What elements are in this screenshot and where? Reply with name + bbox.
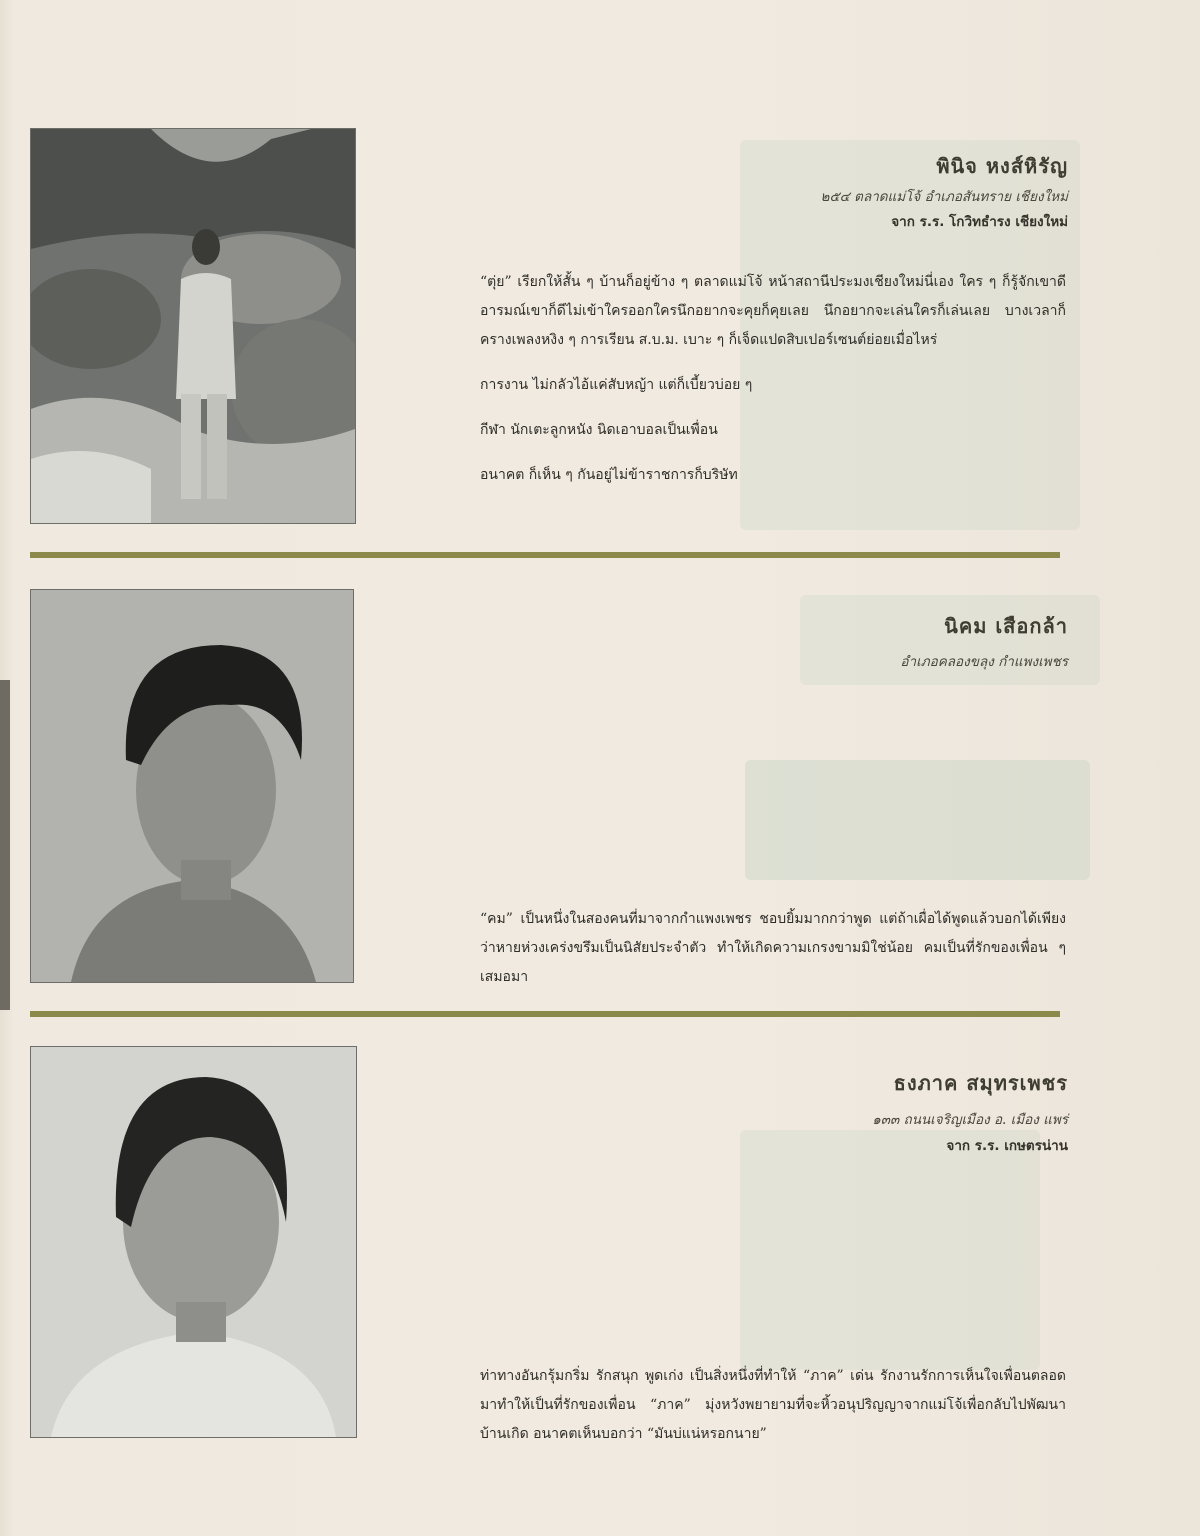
bio-1-future: อนาคต ก็เห็น ๆ กันอยู่ไม่ข้าราชการก็บริษัท (480, 467, 738, 483)
profile-name-1: พินิจ หงส์หิรัญ (936, 154, 1068, 178)
bio-2-paragraph: “คม” เป็นหนึ่งในสองคนที่มาจากกำแพงเพชร ชอบยิ้มมากกว่าพูด แต่ถ้าเผื่อได้พูดแล้วบอกได้เพียงว่าหายห่วงเคร่งขรึมเป็นนิสัยประจำตัว ทำให้เกิดความเกรงขามมิใช่น้อย คมเป็นที่รักของเพื่อน ๆ เสมอมา (480, 911, 1066, 985)
profile-photo-1 (31, 129, 355, 523)
binding-edge (0, 680, 10, 1010)
profile-bio-3 (480, 1362, 1066, 1465)
profile-school-1: จาก ร.ร. โกวิทธำรง เชียงใหม่ (891, 214, 1068, 230)
profile-school-3: จาก ร.ร. เกษตรน่าน (946, 1138, 1068, 1154)
profile-photo-3 (31, 1047, 356, 1437)
profile-address-3: ๑๓๓ ถนนเจริญเมือง อ. เมือง แพร่ (872, 1112, 1068, 1128)
bio-3-paragraph: ท่าทางอันกรุ้มกริ่ม รักสนุก พูดเก่ง เป็นสิ่งหนึ่งที่ทำให้ “ภาค” เด่น รักงานรักการเห็นใจเพื่อนตลอดมาทำให้เป็นที่รักของเพื่อน “ภาค” มุ่งหวังพยายามที่จะหิ้วอนุปริญญาจากแม่โจ้เพื่อกลับไปพัฒนาบ้านเกิด อนาคตเห็นบอกว่า “มันบ่แน่หรอกนาย” (480, 1368, 1066, 1442)
show-through-4 (740, 1130, 1040, 1370)
show-through-3 (745, 760, 1090, 880)
profile-photo-2 (31, 590, 353, 982)
section-divider-2 (30, 1011, 1060, 1017)
bio-1-paragraph: “ตุ่ย” เรียกให้สั้น ๆ บ้านก็อยู่ข้าง ๆ ตลาดแม่โจ้ หน้าสถานีประมงเชียงใหม่นี่เอง ใคร ๆ ก็รู้จักเขาดี อารมณ์เขาก็ดีไม่เข้าใครออกใครนึกอยากจะคุยก็คุยเลย นึกอยากจะเล่นใครก็เล่นเลย บางเวลาก็ครางเพลงหงิง ๆ การเรียน ส.บ.ม. เบาะ ๆ ก็เจ็ดแปดสิบเปอร์เซนต์ย่อยเมื่อไหร่ (480, 274, 1066, 348)
profile-bio-2 (480, 905, 1066, 1008)
profile-name-2: นิคม เสือกล้า (944, 614, 1068, 638)
profile-address-2: อำเภอคลองขลุง กำแพงเพชร (900, 654, 1068, 670)
bio-1-work: การงาน ไม่กลัวไอ้แค่สับหญ้า แต่ก็เบี้ยวบ่อย ๆ (480, 377, 753, 393)
profile-bio-1 (480, 268, 1066, 506)
profile-address-1: ๒๕๔ ตลาดแม่โจ้ อำเภอสันทราย เชียงใหม่ (820, 189, 1068, 205)
section-divider-1 (30, 552, 1060, 558)
bio-1-sport: กีฬา นักเตะลูกหนัง นิดเอาบอลเป็นเพื่อน (480, 422, 718, 438)
profile-name-3: ธงภาค สมุทรเพชร (893, 1071, 1068, 1095)
